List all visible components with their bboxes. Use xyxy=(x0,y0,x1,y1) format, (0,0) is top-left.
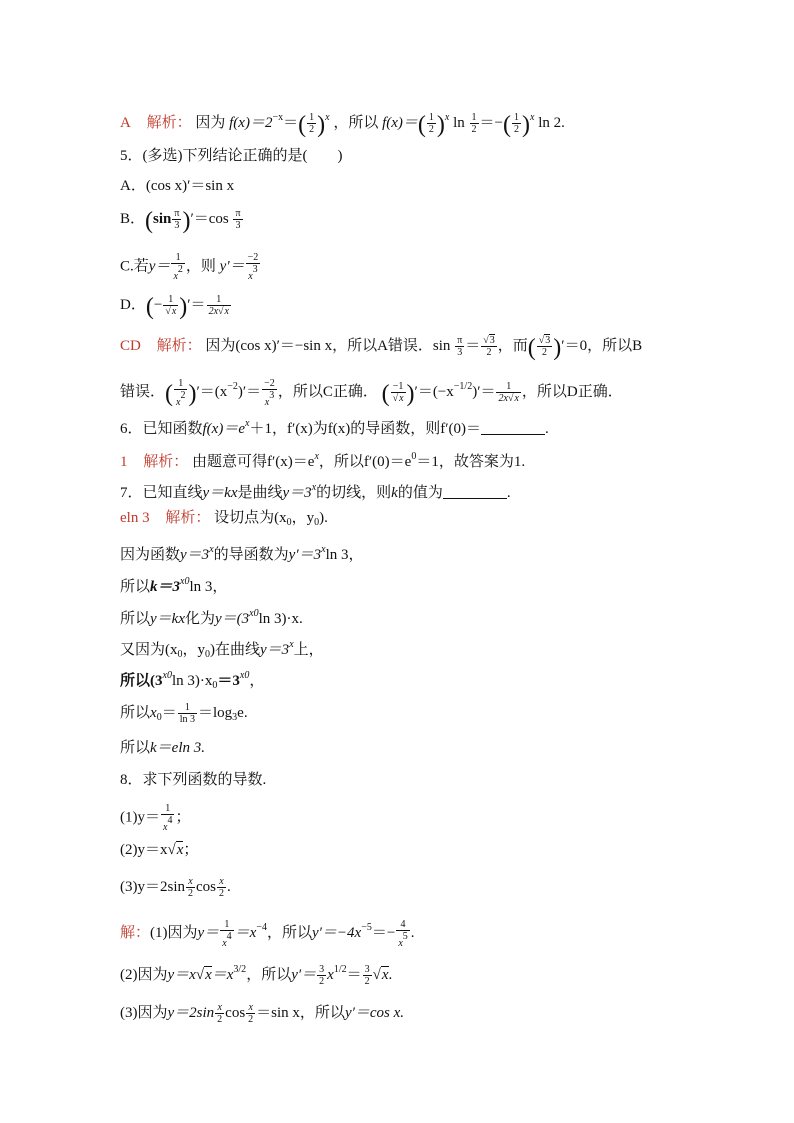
superscript: 4 xyxy=(167,815,173,826)
fraction-numerator: 3 xyxy=(364,964,370,976)
math-text: 所以 xyxy=(120,611,151,627)
math-text: 的切线，则 xyxy=(316,485,392,501)
math-text: ＝ xyxy=(161,704,177,721)
fraction xyxy=(396,919,409,949)
superscript: 2 xyxy=(180,389,186,401)
text: 因为 xyxy=(195,115,226,131)
fraction xyxy=(455,335,464,358)
superscript: x0 xyxy=(180,576,190,587)
fraction-denominator: √x xyxy=(392,393,404,405)
math-text: C.若 xyxy=(120,258,149,275)
math: ln xyxy=(453,115,465,131)
fraction-numerator: √3 xyxy=(483,335,495,346)
math-text: x xyxy=(264,396,270,408)
fraction-denominator: 2 xyxy=(514,124,519,136)
answer-7-line-8 xyxy=(120,738,205,758)
math-text: ＝− xyxy=(371,925,396,941)
fraction xyxy=(537,335,553,358)
fraction xyxy=(481,335,497,358)
math-text: 因为(cos x)′＝−sin x，所以A错误．sin xyxy=(205,337,451,354)
math-text: ，所以f′(0)＝e xyxy=(318,454,412,470)
fraction-denominator: 2 xyxy=(217,1014,223,1025)
fraction-denominator: 2 xyxy=(428,124,434,136)
fraction-numerator: −2 xyxy=(247,252,259,263)
math: ln 2. xyxy=(538,115,565,131)
parenthesis: ) xyxy=(182,207,191,234)
fraction-denominator: 3 xyxy=(233,219,242,231)
math-text: 上， xyxy=(293,642,324,658)
superscript: x xyxy=(245,418,250,429)
math-text: ，所以 xyxy=(246,967,292,983)
fraction-numerator: 1 xyxy=(471,112,477,124)
math-text: ＝ xyxy=(465,337,481,354)
subscript: 0 xyxy=(212,680,218,691)
fraction-denominator: 2 xyxy=(248,1014,254,1025)
fraction-numerator: x xyxy=(188,876,193,887)
math: ＝ xyxy=(283,115,299,131)
fraction-numerator: −2 xyxy=(264,377,275,389)
math-text: x xyxy=(163,822,168,833)
fraction-denominator: 2x√x xyxy=(498,393,519,405)
math-text: x xyxy=(176,842,184,858)
answer-blank[interactable] xyxy=(481,420,545,435)
subscript: 0 xyxy=(177,649,183,660)
solution-label: 解： xyxy=(120,925,151,941)
fraction xyxy=(246,252,261,282)
fraction-numerator: 1 xyxy=(506,381,512,393)
fraction xyxy=(262,378,277,408)
fraction xyxy=(363,964,372,987)
subscript: 3 xyxy=(232,711,238,723)
answer-6 xyxy=(120,447,525,472)
fraction xyxy=(496,381,520,404)
answer-8-line-3 xyxy=(120,1002,404,1025)
math-text: (3)因为 xyxy=(120,1004,168,1021)
math-text: x xyxy=(222,937,227,949)
math-text: ，所以C正确． xyxy=(277,384,378,400)
math-text: k＝eln 3. xyxy=(150,740,205,756)
paren: ( xyxy=(298,112,307,138)
question-7-stem xyxy=(120,478,511,503)
superscript: x0 xyxy=(249,608,259,619)
math-text: ，则 xyxy=(185,258,216,275)
question-5-stem: 5．(多选)下列结论正确的是( ) xyxy=(120,148,343,164)
math-text: x xyxy=(398,937,403,949)
math-text: cos xyxy=(196,878,216,895)
math-text: ，而 xyxy=(497,337,528,354)
fraction-numerator: 1 xyxy=(175,252,181,263)
math-text: k＝3 xyxy=(150,579,181,595)
answer-tag: A xyxy=(120,115,131,131)
fraction-numerator: 1 xyxy=(178,377,184,389)
superscript: 3 xyxy=(252,264,258,275)
math-text: ln 3)·x. xyxy=(258,611,303,627)
fraction-denominator: 2 xyxy=(481,346,497,358)
paren: ) xyxy=(436,112,445,138)
parenthesis: ) xyxy=(179,293,188,320)
fraction-denominator: √x xyxy=(165,306,177,317)
analysis-label: 解析： xyxy=(146,115,192,131)
fraction xyxy=(307,112,316,135)
fraction xyxy=(246,1002,255,1025)
subscript: 0 xyxy=(286,517,292,528)
math-text: (1)y＝ xyxy=(120,809,160,826)
fraction-denominator: 2 xyxy=(309,124,315,136)
fraction xyxy=(427,112,436,135)
fraction xyxy=(391,381,406,404)
fraction-denominator xyxy=(262,389,277,408)
math-text: ，y xyxy=(182,642,206,658)
math-text: x xyxy=(248,271,253,282)
superscript: 0 xyxy=(411,451,417,462)
parenthesis: ( xyxy=(145,207,154,234)
math-text: sin xyxy=(153,210,172,227)
fraction-denominator: 2 xyxy=(471,124,477,136)
answer-tag: CD xyxy=(120,337,141,354)
superscript: 4 xyxy=(226,930,232,942)
math-text: x xyxy=(176,396,181,408)
math-text: (3)y＝2sin xyxy=(120,878,185,895)
answer-7-line-6 xyxy=(120,666,264,696)
superscript: x0 xyxy=(162,670,172,681)
math-text: x xyxy=(514,393,519,405)
superscript: x xyxy=(321,544,326,555)
math-text: y′＝ xyxy=(219,258,245,275)
math-text: )在曲线 xyxy=(210,642,261,658)
math-text: 6．已知函数 xyxy=(120,421,203,437)
math-text: y′＝−4x xyxy=(311,925,362,941)
fraction-numerator: 1 xyxy=(184,702,190,713)
paren: ) xyxy=(522,112,530,138)
fraction-numerator: 1 xyxy=(216,294,222,305)
paren: ( xyxy=(503,112,511,138)
fraction xyxy=(163,294,178,317)
fraction-denominator: 2x√x xyxy=(208,306,229,317)
math-text: 又因为(x xyxy=(120,642,178,658)
math-text: y＝(3 xyxy=(215,611,250,627)
math-text: ，y xyxy=(291,510,315,526)
answer-7-line-3 xyxy=(120,572,227,597)
math-text: ，所以D正确． xyxy=(521,384,623,400)
math-text: . xyxy=(227,878,231,895)
sup: x xyxy=(444,112,450,123)
analysis-label: 解析： xyxy=(156,337,202,354)
parenthesis: ) xyxy=(406,381,415,407)
math-text: y＝3 xyxy=(180,547,210,563)
superscript: x xyxy=(209,544,214,555)
math-text: y′＝ xyxy=(291,967,317,983)
question-6-stem xyxy=(120,414,549,439)
math-text: 所以 xyxy=(120,579,151,595)
math-text: 2x xyxy=(208,306,219,317)
fraction xyxy=(512,112,521,135)
fraction-numerator: x xyxy=(217,1002,222,1013)
fraction xyxy=(171,252,184,282)
q5-option-c xyxy=(120,252,261,282)
math-text: ). xyxy=(319,510,328,526)
math: f(x)＝2 xyxy=(229,115,273,131)
q5-option-d xyxy=(120,293,232,320)
math-text: ＝ xyxy=(346,967,362,983)
sup: −x xyxy=(272,112,284,123)
answer-tag: 1 xyxy=(120,454,128,470)
math: ＝− xyxy=(479,115,503,131)
math-text: . xyxy=(506,485,511,501)
fraction xyxy=(207,294,231,317)
fraction-denominator: 2 xyxy=(188,888,193,899)
answer-tag: eln 3 xyxy=(120,510,150,526)
q8-part-3 xyxy=(120,876,231,899)
parenthesis: ( xyxy=(165,381,174,407)
fraction xyxy=(186,876,195,899)
math-text: x xyxy=(327,967,334,983)
math-text: 所以 xyxy=(120,704,151,721)
math-text: x xyxy=(171,306,177,317)
fraction-denominator xyxy=(246,263,261,282)
fraction xyxy=(161,803,174,833)
math-text: (2)y＝x xyxy=(120,842,168,858)
fraction-numerator: 1 xyxy=(224,918,230,930)
superscript: x xyxy=(289,639,294,650)
paren: ( xyxy=(417,112,426,138)
fraction xyxy=(233,208,242,231)
fraction-numerator: 1 xyxy=(165,803,171,814)
math-text: B． xyxy=(120,210,146,227)
math-text: ′＝(x xyxy=(196,384,228,400)
math: f(x)＝ xyxy=(382,115,418,131)
math-text: x xyxy=(205,967,212,983)
fraction-numerator: 1 xyxy=(428,112,434,124)
superscript: x0 xyxy=(239,670,250,681)
math-text: )′＝ xyxy=(237,384,262,400)
fraction-denominator: 3 xyxy=(172,219,181,231)
math-text: ′＝0，所以B xyxy=(561,337,643,354)
math-text: y＝ xyxy=(148,258,171,275)
fraction-numerator: π xyxy=(235,208,241,219)
fraction xyxy=(172,208,181,231)
math-text: 所以(3 xyxy=(120,673,163,689)
fraction-numerator: −1 xyxy=(392,381,404,393)
math-text: . xyxy=(388,967,393,983)
fraction-denominator: 2 xyxy=(219,888,224,899)
math-text: ＝3 xyxy=(217,673,240,689)
fraction-denominator xyxy=(161,814,174,833)
fraction xyxy=(217,876,226,899)
answer-5-line-1 xyxy=(120,334,643,361)
math-text: x xyxy=(150,704,157,721)
math-text: ＝sin x，所以 xyxy=(256,1004,345,1021)
fraction xyxy=(174,378,187,408)
math-text: ＝log xyxy=(197,704,233,721)
answer-7-line-4 xyxy=(120,604,303,629)
q8-part-2: (2)y＝x√x； xyxy=(120,842,199,858)
math-text: 的值为 xyxy=(397,485,443,501)
q5-option-b xyxy=(120,207,244,234)
fraction xyxy=(178,702,197,725)
sup: x xyxy=(530,112,535,123)
math-text: x xyxy=(173,271,178,282)
math-text: ； xyxy=(175,809,191,826)
math-text: ＝x xyxy=(211,967,234,983)
math-text: 因为函数 xyxy=(120,547,181,563)
analysis-label: 解析： xyxy=(165,510,211,526)
superscript: x xyxy=(314,451,319,462)
superscript: x xyxy=(311,482,317,493)
fraction-denominator xyxy=(174,389,187,408)
math-text: ′＝ xyxy=(187,296,206,313)
fraction-numerator: π xyxy=(174,208,180,219)
math-text: 设切点为(x xyxy=(214,510,287,526)
q8-part-1 xyxy=(120,803,190,833)
math-text: f(x)＝e xyxy=(202,421,245,437)
math-text: ； xyxy=(183,842,199,858)
fraction xyxy=(470,112,479,135)
math-text: x xyxy=(399,393,404,405)
paren: ) xyxy=(317,112,326,138)
answer-8-line-2: (2)因为$y=x√x=x^{3/2}$，所以y′＝ $\frac{3}{2}$ $x^{1/2}=$ $\frac{3}{2}$ √x. xyxy=(120,964,393,988)
fraction-denominator: 2 xyxy=(537,346,553,358)
math-text: (1)因为 xyxy=(150,925,198,941)
fraction-denominator xyxy=(396,930,409,949)
answer-a-line xyxy=(120,108,565,138)
answer-7-line-1 xyxy=(120,508,328,533)
math-text: y＝3 xyxy=(260,642,290,658)
fraction-denominator: ln 3 xyxy=(179,714,195,725)
math-text: x xyxy=(381,967,389,983)
answer-5-line-2 xyxy=(120,377,623,408)
math-text: ＝1，故答案为1. xyxy=(416,454,526,470)
math-text: 化为 xyxy=(185,611,216,627)
fraction-numerator: 1 xyxy=(514,112,519,124)
math-text: D． xyxy=(120,296,146,313)
superscript: 3 xyxy=(269,389,275,401)
answer-blank[interactable] xyxy=(443,484,507,499)
math-text: . xyxy=(410,925,415,941)
math-text: y＝3 xyxy=(282,485,312,501)
parenthesis: ) xyxy=(188,381,197,407)
answer-7-line-5 xyxy=(120,635,324,665)
parenthesis: ( xyxy=(381,381,390,407)
math-text: (2)因为 xyxy=(120,967,168,983)
sup: x xyxy=(325,112,330,123)
answer-8-line-1 xyxy=(120,918,415,949)
fraction-numerator: x xyxy=(219,876,224,887)
superscript: 2 xyxy=(177,264,183,275)
math-text: 3 xyxy=(489,335,495,346)
fraction-numerator: 4 xyxy=(400,918,406,930)
fraction-numerator: 1 xyxy=(309,112,315,124)
question-8-stem: 8．求下列函数的导数. xyxy=(120,772,267,788)
parenthesis: ) xyxy=(553,334,562,361)
math-text: . xyxy=(545,421,549,437)
math-text: e. xyxy=(237,704,248,721)
math-text: ， xyxy=(249,673,265,689)
math-text: 7．已知直线 xyxy=(120,485,203,501)
q5-option-a: A．(cos x)′＝sin x xyxy=(120,178,235,194)
superscript: 1/2 xyxy=(333,964,347,975)
fraction xyxy=(220,919,233,949)
superscript: 5 xyxy=(402,930,408,942)
fraction-numerator: π xyxy=(457,335,463,346)
math-text: − xyxy=(153,296,163,313)
fraction-numerator: 3 xyxy=(319,964,325,976)
math-text: y＝kx xyxy=(202,485,238,501)
math-text: 3 xyxy=(545,335,551,346)
analysis-label: 解析： xyxy=(143,454,189,470)
fraction-numerator: √3 xyxy=(538,335,551,346)
math-text: k xyxy=(391,485,398,501)
parenthesis: ( xyxy=(527,334,536,361)
fraction-numerator: x xyxy=(248,1002,253,1013)
math-text: x xyxy=(224,306,229,317)
math-text: )′＝ xyxy=(472,384,496,400)
math-text: 2x xyxy=(498,393,508,405)
fraction-numerator: 1 xyxy=(168,294,174,305)
math-text: ，所以 xyxy=(266,925,312,941)
math-text: ln 3， xyxy=(325,547,364,563)
math-text: y＝kx xyxy=(150,611,185,627)
parenthesis: ( xyxy=(145,293,154,320)
math-text: 错误． xyxy=(120,384,166,400)
math-text: y＝x xyxy=(167,967,196,983)
fraction-denominator: 2 xyxy=(364,976,370,988)
math-text: ln 3， xyxy=(189,579,228,595)
math-text: ＋1， xyxy=(249,421,287,437)
math-text: cos xyxy=(225,1004,246,1021)
math-text: 由题意可得f′(x)＝e xyxy=(192,454,315,470)
math-text: y′＝cos x. xyxy=(344,1004,405,1021)
fraction-denominator xyxy=(220,930,233,949)
math-text: 是曲线 xyxy=(237,485,283,501)
math-text: y＝ xyxy=(197,925,220,941)
superscript: 3/2 xyxy=(233,964,247,975)
math-text: 的导函数为 xyxy=(213,547,289,563)
fraction xyxy=(317,964,326,987)
math-text: y＝2sin xyxy=(167,1004,215,1021)
superscript: −2 xyxy=(227,381,238,392)
superscript: −1/2 xyxy=(453,381,473,392)
fraction-denominator: 2 xyxy=(319,976,325,988)
math-text: ＝x xyxy=(234,925,257,941)
fraction-denominator xyxy=(171,263,184,282)
superscript: −4 xyxy=(256,922,267,933)
math-text: ′＝cos xyxy=(190,210,229,227)
math-text: ln 3)·x xyxy=(171,673,213,689)
superscript: −5 xyxy=(361,922,372,933)
fraction-denominator: 3 xyxy=(455,346,464,358)
math-text: y′＝3 xyxy=(288,547,322,563)
subscript: 0 xyxy=(314,517,320,528)
subscript: 0 xyxy=(205,649,211,660)
fraction xyxy=(215,1002,224,1025)
math-text: 所以 xyxy=(120,740,151,756)
subscript: 0 xyxy=(156,711,162,723)
math-text: ′＝(−x xyxy=(414,384,454,400)
answer-7-line-7 xyxy=(120,702,248,728)
text: ，所以 xyxy=(333,115,379,131)
math-text: f′(x)为f(x)的导函数，则f′(0)＝ xyxy=(286,421,481,437)
answer-7-line-2 xyxy=(120,540,363,565)
